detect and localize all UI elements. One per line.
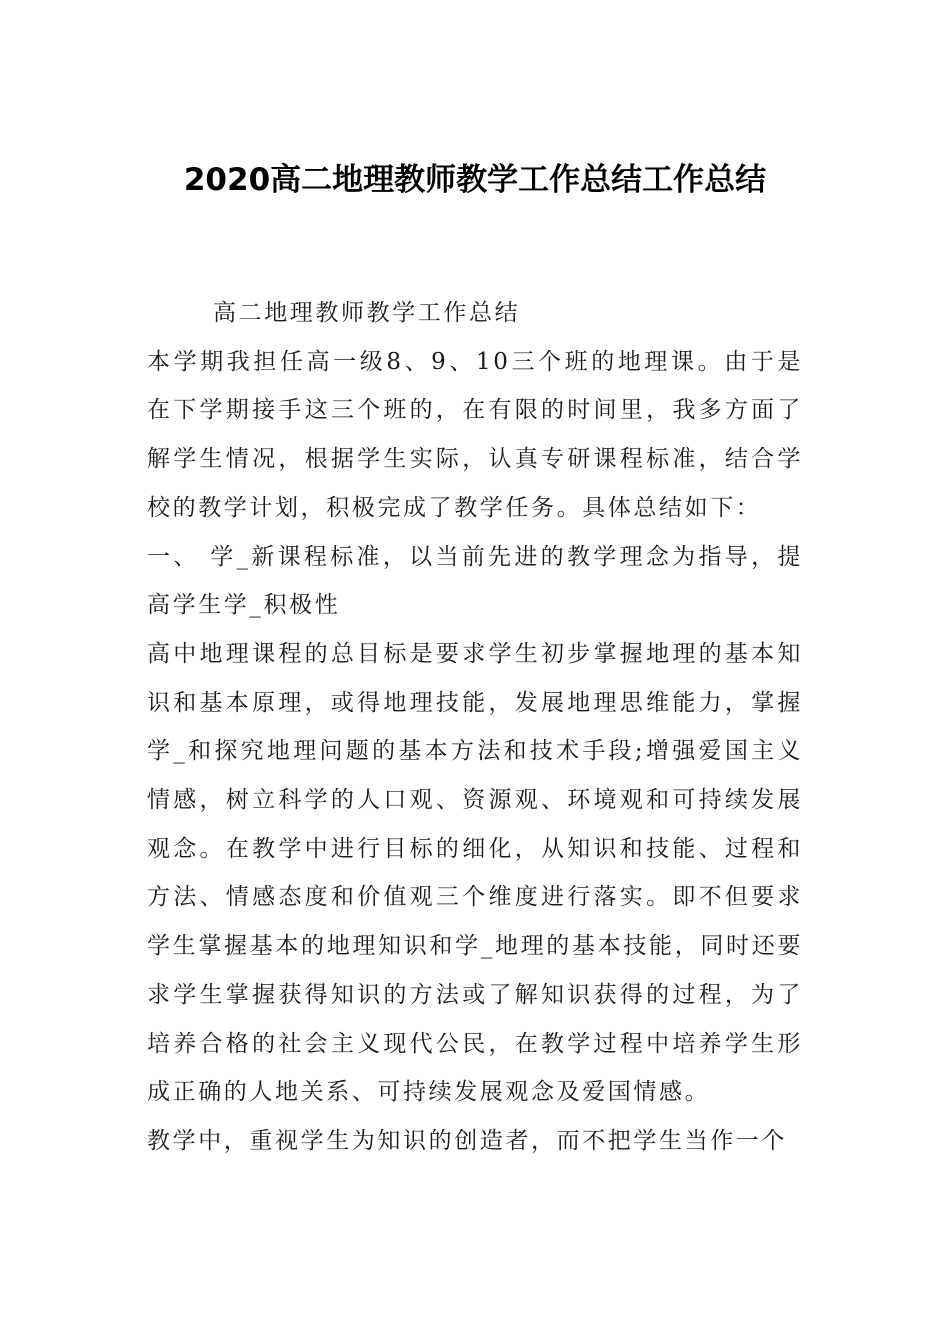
document-body bbox=[147, 289, 803, 1166]
document-subtitle: 高二地理教师教学工作总结 bbox=[213, 300, 521, 326]
section-heading-one: 一、 学_新课程标准，以当前先进的教学理念为指导，提高学生学_积极性 bbox=[147, 543, 803, 619]
document-title: 2020高二地理教师教学工作总结工作总结 bbox=[183, 162, 767, 198]
paragraph-curriculum-goals: 高中地理课程的总目标是要求学生初步掌握地理的基本知识和基本原理，或得地理技能，发展地理思维能力，掌握学_和探究地理问题的基本方法和技术手段;增强爱国主义情感，树立科学的人口观、资源观、环境观和可持续发展观念。在教学中进行目标的细化，从知识和技能、过程和方法、情感态度和价值观三个维度进行落实。即不但要求学生掌握基本的地理知识和学_地理的基本技能，同时还要求学生掌握获得知识的方法或了解知识获得的过程，为了培养合格的社会主义现代公民，在教学过程中培养学生形成正确的人地关系、可持续发展观念及爱国情感。 bbox=[147, 640, 803, 1106]
paragraph-teaching: 教学中，重视学生为知识的创造者，而不把学生当作一个 bbox=[147, 1127, 787, 1154]
paragraph-intro: 本学期我担任高一级8、9、10三个班的地理课。由于是在下学期接手这三个班的，在有限的时间里，我多方面了解学生情况，根据学生实际，认真专研课程标准，结合学校的教学计划，积极完成了教学任务。具体总结如下： bbox=[147, 348, 803, 521]
